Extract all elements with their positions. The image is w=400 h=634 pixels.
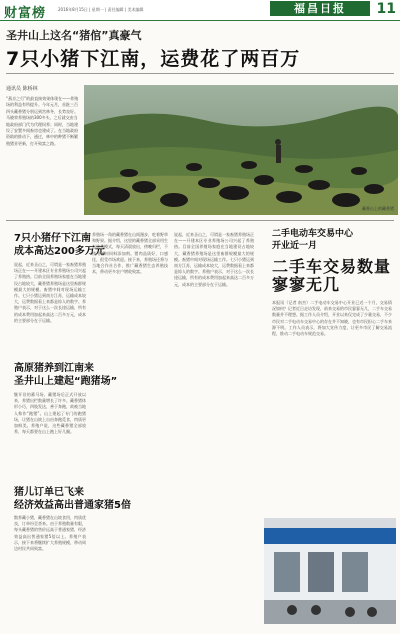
story-intro [6,85,80,215]
dealer-shop-photo [264,518,396,624]
section-title-1: 7只小猪仔下江南 成本高达200多万元 [14,233,105,257]
sidebar-kicker: 二手电动车交易中心 开业近一月 [272,229,354,251]
section-name: 财富榜 [4,6,47,21]
divider [6,73,394,74]
section-body-1: 说起，近来圣山之，可谓是一家畜猪养殖场正在——开建本区专业养殖场公司兴起了养殖热。目前全国养殖场家庭在当地建设占地较大，藏香猪养殖场是这里畜群规模最大的规模。畜猪中间对现场运输工作。七只小猪运到南方江苏，运输成本较大，运费数据看上来都是惊人的数字。养殖户表示，对于这么一次长途运输，所有的成本费用加起来高达二百多万元，成本的主要部分在于运输。 [14,262,86,323]
middle-column-text-2: 说起，近来圣山之，可谓是一家畜猪养殖场正在——开建本区专业养殖场公司兴起了养殖热。目前全国养殖场家庭在当地建设占地较大，藏香猪养殖场是这里畜群规模最大的规模。畜猪中间对现场运输工作。七只小猪运到南方江苏，运输成本较大，运费数据看上来都是惊人的数字。养殖户表示，对于这么一次长途运输，所有的成本费用加起来高达二百多万元，成本的主要部分在于运输。 [174,232,254,287]
divider [6,220,394,221]
story-kicker: 圣井山上这名“猪倌”真豪气 [6,29,142,42]
pig-herd-photo [84,85,398,215]
sidebar-story [264,228,396,628]
issue-info: 2016年8月15日 | 星期一 | 责任编辑 | 美术编辑 [58,7,144,12]
sidebar-title: 二手车交易数量 寥寥无几 [272,257,392,294]
lead-paragraph: “燕京之行”的最直接效果体现在——养殖场的利益有所提升。今年元月，首批三百四头藏香猪分别运到宫林冬，长势良好。 马晓荣养殖场的300多头，之后就交由当地政府部门代为代理饲养；同时，当地建设了安置多间畜房也建成了。在当地政府资助的推动下，通过，林中的种猪不断繁殖猪业更新，打开致富之路。 [6,96,79,146]
section-body-3: 散养藏小猪，藏香猪在山坡食用，肉质优良，订单纷至沓来。由于养殖数量有限，每头藏香猪的售价远高于普通家猪，经济效益高出普通家猪5倍以上。养殖户表示，接下来将继续扩大养殖规模，带动周边村民共同致富。 [14,515,86,552]
paper-name: 福昌日报 [270,1,370,16]
photo-caption: 藏香山上的藏香猪 [362,206,394,211]
story-headline: 7只小猪下江南，运费花了两百万 [6,48,301,70]
section-title-2: 高原猪养到江南来 圣井山上建起“跑猪场” [14,363,118,387]
masthead [0,0,400,21]
section-body-2: 继开设的蓄马场、藏猪场后正式开放以来，养猪出栏数量增长了许多。藏香猪体形小巧，四肢发达，善于奔跑，故被当地人称作“跑猪”。山上建起了专门的跑猪场，让猪在山坡上自由奔跑觅食，肉质更加鲜美。养殖户说，这些藏香猪全部放养，每天都要在山上跑上好几圈。 [14,392,86,435]
page-number: 11 [376,1,396,17]
section-title-3: 猪儿订单已飞来 经济效益高出普通家猪5倍 [14,487,131,511]
sidebar-body: 本报讯（记者 南杰）二手电动车交易中心开业已近一个月，交易情况如何？记者近日走访发现，前来交易的市民寥寥无几，二手车交易数量并不理想。据工作人员介绍，开业以来仅完成了少量交易，不少市民对二手电动车交易中心的存在并不知晓，也有市民担心二手车来源不明。工作人员表示，将加大宣传力度，让更多市民了解交易流程，推动二手电动车规范交易。 [272,300,392,337]
middle-column-text: 养殖场一角的藏香猪在山间漫步，吃着野草和野果。据介绍，这里的藏香猪全部采用生态放养模式，每天清晨放出，傍晚归栏，不使用任何饲料添加剂。猪肉品质好，口感佳，很受市场欢迎。接下来，养殖场还将与当地合作社合作，推广藏香猪生态养殖技术，带动更多农户增收致富。 [92,232,168,275]
byline: 通讯员 陈桥林 [6,86,38,92]
